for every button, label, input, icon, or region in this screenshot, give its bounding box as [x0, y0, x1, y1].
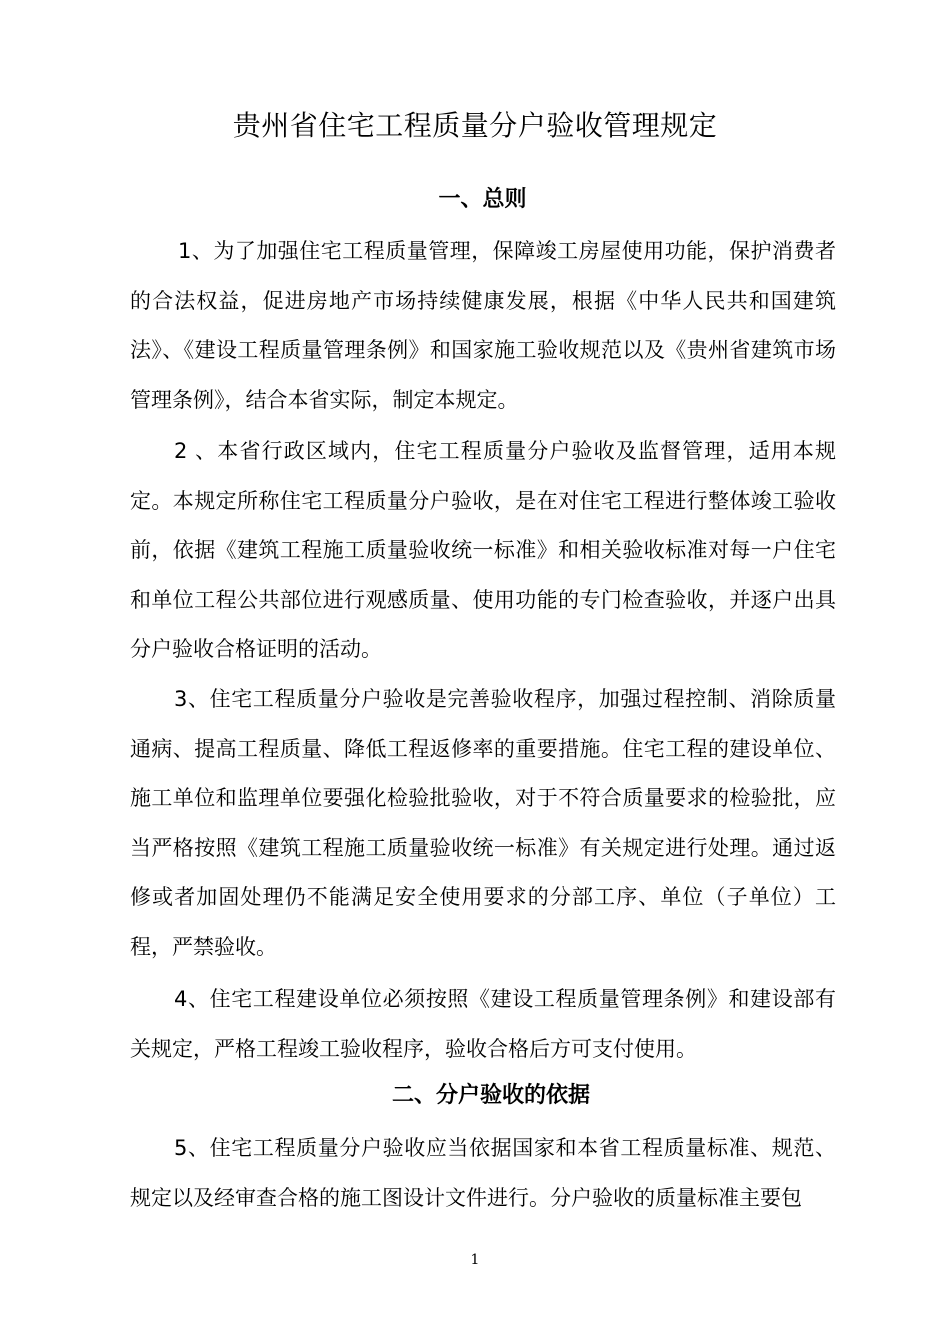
section-heading-basis: 二、分户验收的依据: [391, 1083, 590, 1108]
paragraph-5: 5、住宅工程质量分户验收应当依据国家和本省工程质量标准、规范、规定以及经审查合格的施工图设计文件进行。分户验收的质量标准主要包: [130, 1136, 836, 1210]
page-number: 1: [470, 1252, 480, 1268]
document-title: 贵州省住宅工程质量分户验收管理规定: [232, 109, 718, 142]
paragraph-4: 4、住宅工程建设单位必须按照《建设工程质量管理条例》和建设部有关规定，严格工程竣工验收程序，验收合格后方可支付使用。: [130, 987, 836, 1061]
paragraph-1: 1、为了加强住宅工程质量管理，保障竣工房屋使用功能，保护消费者的合法权益，促进房地产市场持续健康发展，根据《中华人民共和国建筑法》、《建设工程质量管理条例》和国家施工验收规范以及《贵州省建筑市场管理条例》，结合本省实际，制定本规定。: [130, 239, 836, 412]
section-heading-general: 一、总则: [438, 187, 527, 212]
paragraph-2: 2 、本省行政区域内，住宅工程质量分户验收及监督管理，适用本规定。本规定所称住宅工程质量分户验收，是在对住宅工程进行整体竣工验收前，依据《建筑工程施工质量验收统一标准》和相关验收标准对每一户住宅和单位工程公共部位进行观感质量、使用功能的专门检查验收，并逐户出具分户验收合格证明的活动。: [130, 439, 836, 662]
paragraph-3: 3、住宅工程质量分户验收是完善验收程序，加强过程控制、消除质量通病、提高工程质量、降低工程返修率的重要措施。住宅工程的建设单位、施工单位和监理单位要强化检验批验收，对于不符合质量要求的检验批，应当严格按照《建筑工程施工质量验收统一标准》有关规定进行处理。通过返修或者加固处理仍不能满足安全使用要求的分部工序、单位（子单位）工程，严禁验收。: [130, 687, 836, 959]
